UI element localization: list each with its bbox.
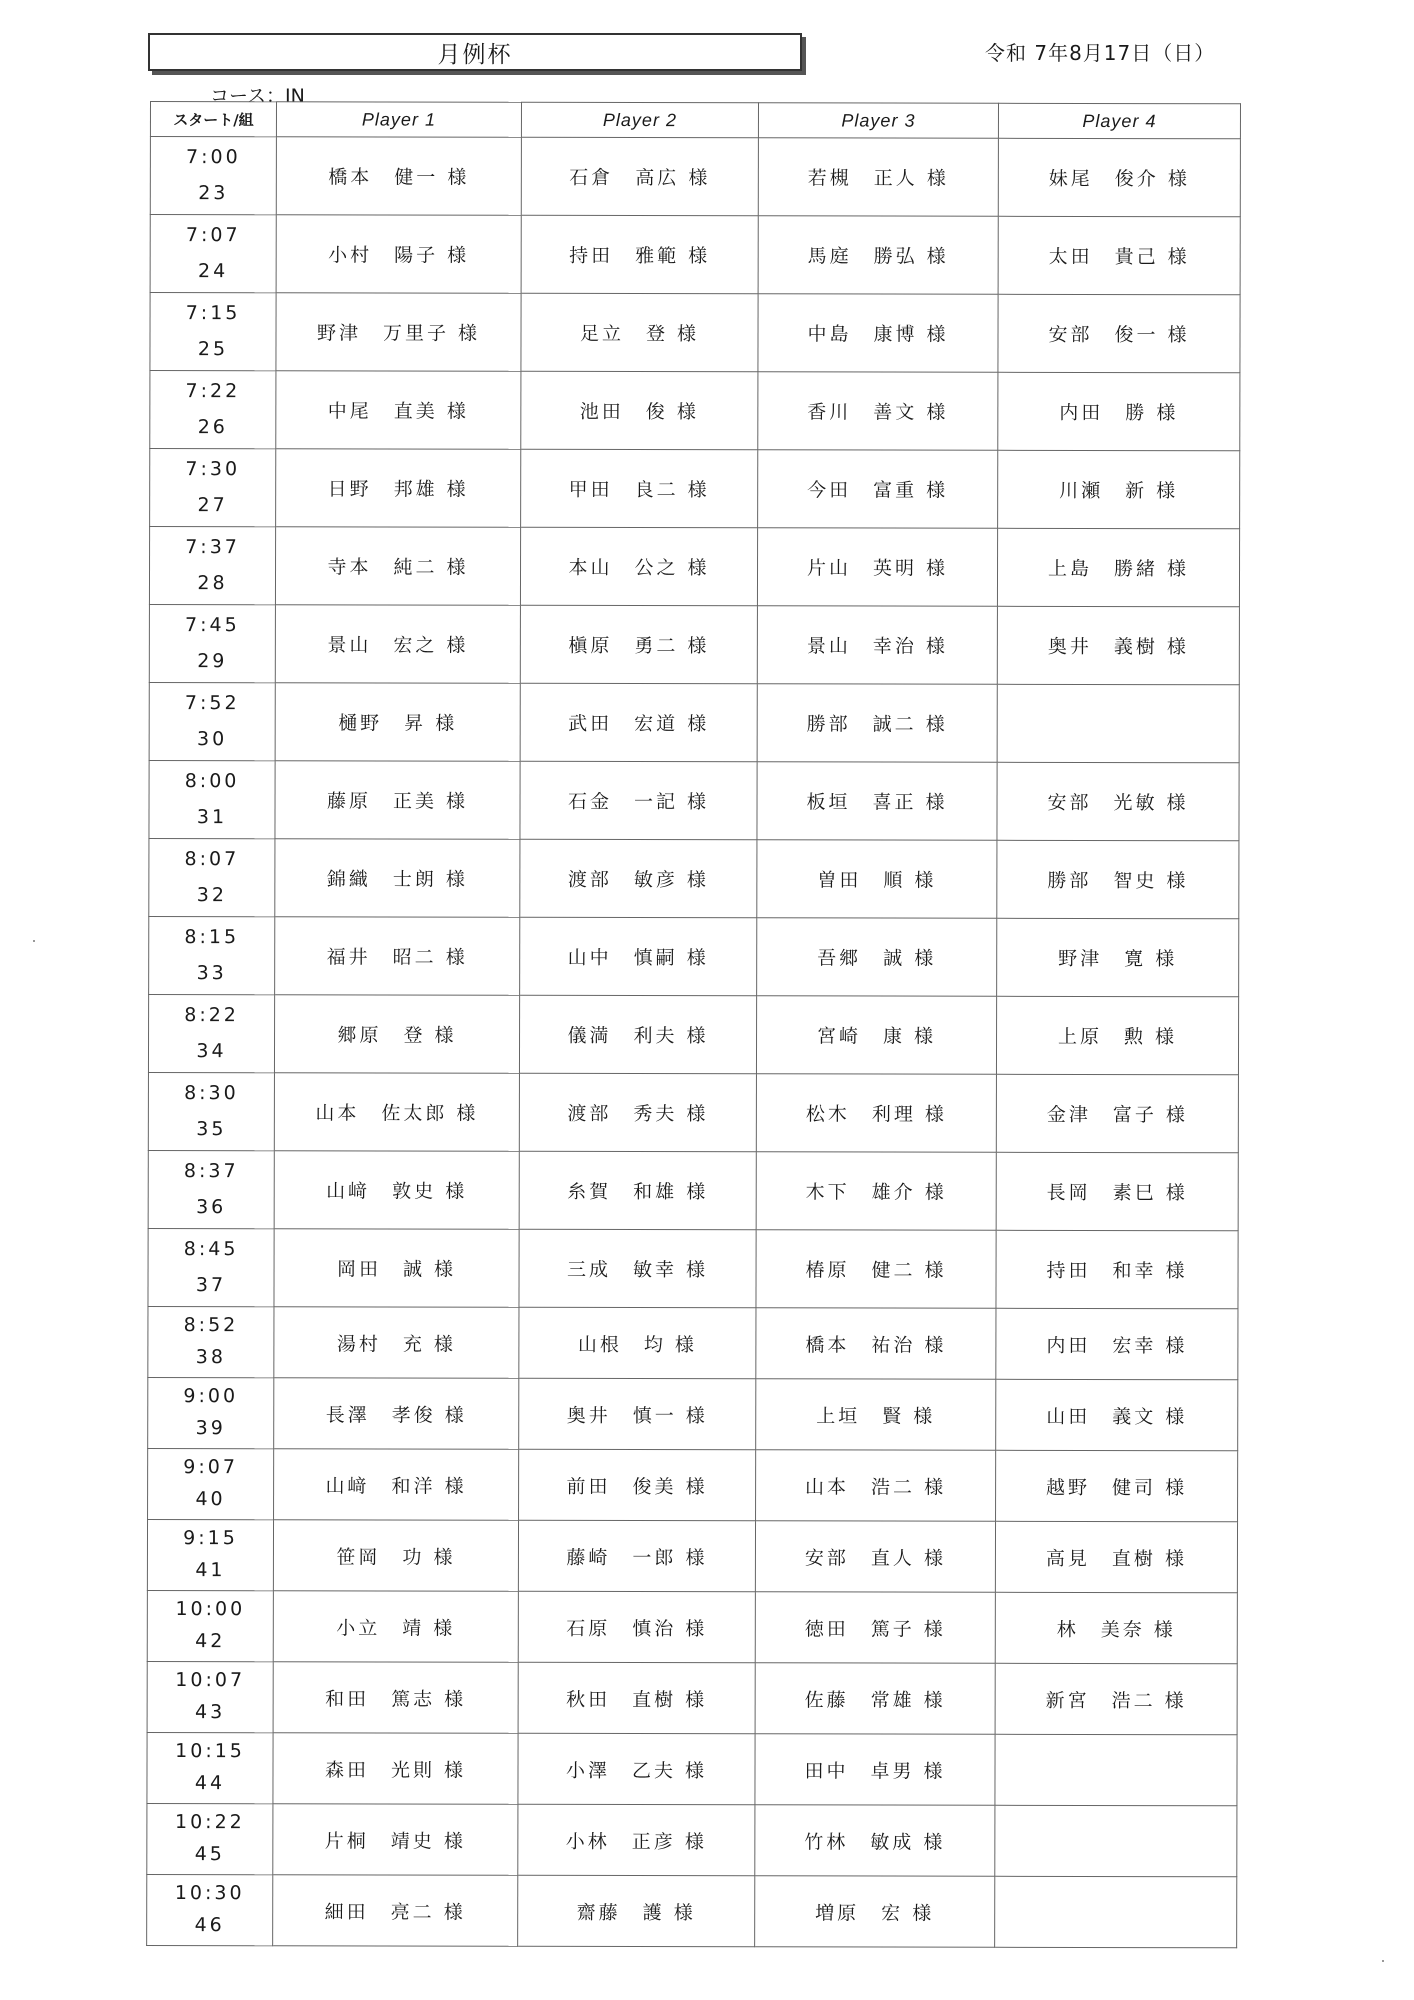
start-group-cell: [147, 1519, 273, 1590]
player-1-cell: 福井 昭二 様: [275, 917, 520, 996]
start-time: 10:07: [175, 1669, 246, 1692]
player-1-cell: 日野 邦雄 様: [276, 449, 521, 528]
start-group-cell: [148, 1150, 274, 1228]
group-number: 43: [195, 1701, 226, 1724]
player-1-cell: 野津 万里子 様: [276, 293, 521, 372]
player-3-cell: 若槻 正人 様: [758, 138, 998, 217]
player-4-cell: 安部 俊一 様: [998, 294, 1240, 373]
player-2-cell: 小澤 乙夫 様: [518, 1733, 755, 1804]
player-1-cell: 郷原 登 様: [274, 995, 519, 1074]
group-number: 23: [198, 181, 229, 204]
player-2-cell: 山根 均 様: [519, 1307, 756, 1378]
player-1-cell: 錦織 士朗 様: [275, 839, 520, 918]
player-3-cell: 田中 卓男 様: [755, 1734, 995, 1806]
start-group-cell: [149, 760, 275, 838]
start-time: 10:15: [175, 1740, 245, 1763]
start-time: 10:22: [174, 1811, 245, 1834]
player-3-cell: 景山 幸治 様: [757, 606, 997, 685]
table-row: [148, 1072, 1238, 1152]
player-3-cell: 松木 利理 様: [756, 1074, 996, 1153]
start-group-cell: [147, 1874, 273, 1945]
player-2-cell: 齋藤 護 様: [518, 1875, 755, 1946]
player-1-cell: 寺本 純二 様: [275, 527, 520, 606]
player-1-cell: 和田 篤志 様: [273, 1662, 518, 1734]
group-number: 26: [197, 415, 228, 438]
player-2-cell: 糸賀 和雄 様: [519, 1151, 756, 1229]
player-3-cell: 橋本 祐治 様: [756, 1308, 996, 1380]
start-time: 8:45: [183, 1237, 239, 1260]
start-group-cell: [150, 449, 276, 527]
player-2-cell: 奥井 慎一 様: [519, 1378, 756, 1449]
start-time: 9:15: [183, 1527, 238, 1550]
group-number: 37: [195, 1273, 227, 1296]
player-3-cell: 椿原 健二 様: [756, 1230, 996, 1309]
table-row: [148, 1377, 1238, 1450]
start-group-cell: [148, 1377, 274, 1448]
table-row: [148, 1306, 1238, 1379]
player-2-cell: 石倉 高広 様: [521, 137, 758, 215]
table-row: [150, 371, 1240, 451]
group-number: 36: [196, 1195, 227, 1218]
player-1-cell: 森田 光則 様: [273, 1733, 518, 1805]
player-4-cell: 林 美奈 様: [995, 1592, 1237, 1664]
group-number: 29: [197, 649, 228, 672]
start-time: 8:00: [184, 769, 240, 792]
table-row: [148, 1228, 1238, 1308]
group-number: 31: [196, 805, 228, 828]
start-group-cell: [149, 682, 275, 760]
player-2-cell: 足立 登 様: [521, 293, 758, 371]
player-2-cell: 前田 俊美 様: [519, 1449, 756, 1520]
player-4-cell: 奥井 義樹 様: [997, 606, 1239, 685]
start-time: 10:30: [174, 1882, 245, 1905]
table-row: [149, 527, 1239, 607]
player-3-cell: 香川 善文 様: [758, 372, 998, 451]
player-4-cell: [995, 1734, 1237, 1806]
start-time: 9:00: [183, 1385, 239, 1408]
table-row: [150, 449, 1240, 529]
group-number: 38: [195, 1346, 226, 1369]
player-1-cell: 藤原 正美 様: [275, 761, 520, 840]
player-3-cell: 上垣 賢 様: [756, 1379, 996, 1451]
table-row: [147, 1803, 1237, 1876]
player-1-cell: 岡田 誠 様: [274, 1229, 519, 1308]
table-row: [149, 682, 1239, 762]
player-3-cell: 吾郷 誠 様: [757, 918, 997, 997]
player-2-cell: 三成 敏幸 様: [519, 1229, 756, 1307]
group-number: 46: [194, 1914, 225, 1937]
player-3-cell: 板垣 喜正 様: [757, 762, 997, 841]
table-row: [149, 838, 1239, 918]
player-1-cell: 山﨑 和洋 様: [274, 1449, 519, 1521]
start-time: 7:22: [185, 379, 241, 402]
table-row: [148, 1448, 1238, 1521]
player-3-cell: 曽田 順 様: [757, 840, 997, 919]
table-row: [149, 916, 1239, 996]
start-group-cell: [148, 1228, 274, 1306]
group-number: 32: [196, 883, 227, 906]
player-2-cell: 山中 慎嗣 様: [520, 917, 757, 995]
player-4-cell: 上島 勝緒 様: [997, 528, 1239, 607]
table-row: [149, 604, 1239, 684]
group-number: 27: [197, 493, 228, 516]
player-2-cell: 本山 公之 様: [520, 527, 757, 605]
player-3-cell: 徳田 篤子 様: [755, 1592, 995, 1664]
start-time: 7:37: [185, 535, 240, 558]
table-row: [150, 137, 1240, 217]
player-3-cell: 宮崎 康 様: [756, 996, 996, 1075]
table-row: [147, 1732, 1237, 1805]
player-4-cell: 山田 義文 様: [996, 1379, 1238, 1451]
player-4-cell: [997, 684, 1239, 763]
player-4-cell: [995, 1805, 1237, 1877]
start-group-cell: [150, 371, 276, 449]
start-group-cell: [149, 916, 275, 994]
start-time: 8:52: [183, 1314, 239, 1337]
player-3-cell: 今田 富重 様: [758, 450, 998, 529]
player-1-cell: 樋野 昇 様: [275, 683, 520, 762]
column-header-player-2: Player 2: [521, 102, 758, 137]
table-row: [147, 1590, 1237, 1663]
player-3-cell: 増原 宏 様: [755, 1876, 995, 1948]
start-time: 7:52: [184, 691, 240, 714]
table-header-row: [150, 102, 1240, 139]
column-header-start-group: スタート/組: [150, 102, 276, 137]
group-number: 41: [195, 1559, 226, 1582]
start-time: 8:37: [183, 1159, 239, 1182]
group-number: 30: [197, 727, 228, 750]
start-group-cell: [150, 215, 276, 293]
player-3-cell: 木下 雄介 様: [756, 1152, 996, 1231]
player-1-cell: 湯村 充 様: [274, 1307, 519, 1379]
player-1-cell: 橋本 健一 様: [276, 137, 521, 216]
start-group-cell: [148, 1072, 274, 1150]
player-4-cell: 野津 寛 様: [997, 918, 1239, 997]
player-2-cell: 渡部 秀夫 様: [519, 1073, 756, 1151]
player-1-cell: 小村 陽子 様: [276, 215, 521, 294]
column-header-player-4: Player 4: [998, 103, 1240, 139]
table-row: [148, 1150, 1238, 1230]
table-row: [150, 293, 1240, 373]
player-4-cell: 勝部 智史 様: [997, 840, 1239, 919]
scan-speck: [1382, 1960, 1384, 1962]
start-time: 9:07: [183, 1456, 238, 1479]
player-4-cell: 長岡 素巳 様: [996, 1152, 1238, 1231]
group-number: 24: [198, 259, 229, 282]
group-number: 25: [197, 337, 229, 360]
table-row: [147, 1661, 1237, 1734]
group-number: 35: [196, 1117, 227, 1140]
player-2-cell: 小林 正彦 様: [518, 1804, 755, 1875]
player-1-cell: 細田 亮二 様: [273, 1875, 518, 1947]
player-1-cell: 長澤 孝俊 様: [274, 1378, 519, 1450]
start-group-cell: [148, 994, 274, 1072]
start-time: 10:00: [175, 1598, 246, 1621]
group-number: 28: [197, 571, 228, 594]
start-time: 7:07: [185, 223, 241, 246]
player-2-cell: 儀満 利夫 様: [519, 995, 756, 1073]
player-3-cell: 勝部 誠二 様: [757, 684, 997, 763]
player-2-cell: 甲田 良二 様: [521, 449, 758, 527]
player-2-cell: 池田 俊 様: [521, 371, 758, 449]
course-label: コース：IN: [210, 85, 305, 107]
group-number: 40: [195, 1488, 226, 1511]
player-2-cell: 渡部 敏彦 様: [520, 839, 757, 917]
start-group-cell: [149, 838, 275, 916]
start-group-cell: [149, 527, 275, 605]
group-number: 45: [194, 1843, 225, 1866]
start-group-cell: [147, 1732, 273, 1803]
player-3-cell: 片山 英明 様: [757, 528, 997, 607]
start-time: 8:30: [184, 1081, 239, 1104]
player-4-cell: 川瀬 新 様: [998, 450, 1240, 529]
player-2-cell: 武田 宏道 様: [520, 683, 757, 761]
table-row: [149, 760, 1239, 840]
start-time: 7:30: [185, 457, 241, 480]
start-time: 7:45: [185, 613, 240, 636]
player-4-cell: [995, 1876, 1237, 1948]
player-4-cell: 新宮 浩二 様: [995, 1663, 1237, 1735]
event-date: 令和 7年8月17日（日）: [985, 41, 1216, 65]
player-4-cell: 内田 勝 様: [998, 372, 1240, 451]
player-2-cell: 石原 慎治 様: [518, 1591, 755, 1662]
player-2-cell: 槇原 勇二 様: [520, 605, 757, 683]
player-3-cell: 中島 康博 様: [758, 294, 998, 373]
column-header-player-1: Player 1: [276, 102, 521, 138]
start-group-cell: [147, 1661, 273, 1732]
player-1-cell: 中尾 直美 様: [276, 371, 521, 450]
player-1-cell: 山本 佐太郎 様: [274, 1073, 519, 1152]
start-group-cell: [150, 137, 276, 215]
start-group-cell: [148, 1448, 274, 1519]
player-3-cell: 竹林 敏成 様: [755, 1805, 995, 1877]
group-number: 44: [194, 1772, 226, 1795]
player-4-cell: 越野 健司 様: [996, 1450, 1238, 1522]
player-4-cell: 内田 宏幸 様: [996, 1308, 1238, 1380]
start-time: 7:00: [186, 145, 241, 168]
player-4-cell: 安部 光敏 様: [997, 762, 1239, 841]
start-group-cell: [149, 604, 275, 682]
player-1-cell: 山﨑 敦史 様: [274, 1151, 519, 1230]
start-time: 8:15: [184, 925, 240, 948]
player-1-cell: 小立 靖 様: [273, 1591, 518, 1663]
player-3-cell: 山本 浩二 様: [756, 1450, 996, 1522]
player-1-cell: 景山 宏之 様: [275, 605, 520, 684]
start-time: 8:22: [184, 1003, 239, 1026]
group-number: 42: [195, 1630, 226, 1653]
group-number: 39: [195, 1417, 226, 1440]
player-4-cell: 太田 貴己 様: [998, 216, 1240, 295]
player-3-cell: 馬庭 勝弘 様: [758, 216, 998, 295]
scan-speck: [33, 940, 35, 942]
start-group-cell: [148, 1306, 274, 1377]
player-4-cell: 上原 勲 様: [996, 996, 1238, 1075]
player-1-cell: 片桐 靖史 様: [273, 1804, 518, 1876]
start-group-cell: [147, 1803, 273, 1874]
player-2-cell: 秋田 直樹 様: [518, 1662, 755, 1733]
player-4-cell: 妹尾 俊介 様: [998, 138, 1240, 217]
player-3-cell: 佐藤 常雄 様: [755, 1663, 995, 1735]
table-row: [147, 1519, 1237, 1592]
column-header-player-3: Player 3: [758, 103, 998, 139]
player-2-cell: 石金 一記 様: [520, 761, 757, 839]
start-schedule-table: [146, 101, 1241, 1948]
start-group-cell: [150, 293, 276, 371]
player-2-cell: 持田 雅範 様: [521, 215, 758, 293]
group-number: 34: [196, 1039, 227, 1062]
start-time: 7:15: [185, 301, 241, 324]
start-time: 8:07: [184, 847, 240, 870]
table-row: [147, 1874, 1237, 1947]
player-4-cell: 金津 富子 様: [996, 1074, 1238, 1153]
start-group-cell: [147, 1590, 273, 1661]
page-title: 月例杯: [148, 33, 802, 71]
player-3-cell: 安部 直人 様: [755, 1521, 995, 1593]
group-number: 33: [196, 961, 227, 984]
player-1-cell: 笹岡 功 様: [273, 1520, 518, 1592]
player-4-cell: 高見 直樹 様: [995, 1521, 1237, 1593]
player-2-cell: 藤崎 一郎 様: [518, 1520, 755, 1591]
table-row: [150, 215, 1240, 295]
table-row: [148, 994, 1238, 1074]
schedule-body: [147, 137, 1241, 1948]
player-4-cell: 持田 和幸 様: [996, 1230, 1238, 1309]
